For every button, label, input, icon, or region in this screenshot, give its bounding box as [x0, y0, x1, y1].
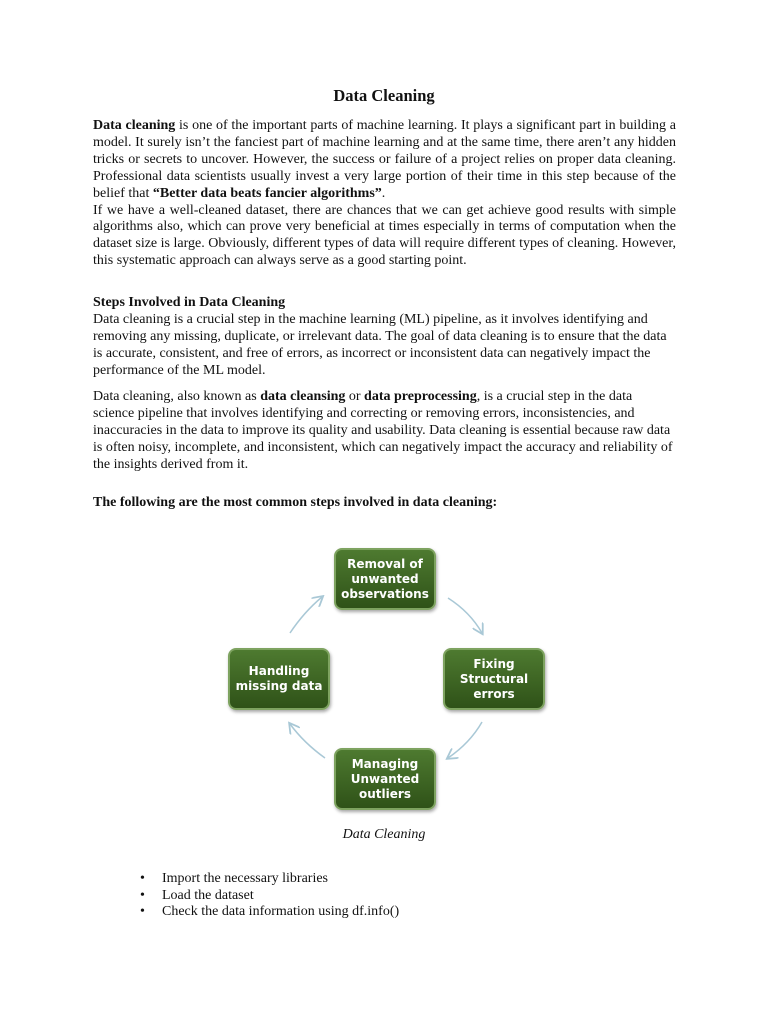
also-known-text-2: or [345, 389, 365, 404]
also-known-paragraph [93, 389, 676, 474]
intro-text-1: is one of the important parts of machine learning. It plays a significant part in building a model. It surely isn’t the fanciest part of machine learning and at the same time, there aren’t any hidden tricks or secrets to uncover. However, the success or failure of a project relies on proper data cleaning. Professional data scientists usually invest a very large portion of their time in this step because of the belief that [93, 118, 676, 201]
list-item [140, 871, 399, 888]
also-known-text-3: , is a crucial step in the data science pipeline that involves identifying and correcting or removing errors, inconsistencies, and inaccuracies in the data to improve its quality and usability. Data cleaning is essential because raw data is often noisy, incomplete, and inconsistent, which can negatively impact the accuracy and reliability of the insights derived from it. [93, 389, 673, 472]
step-box-outliers: Managing Unwanted outliers [334, 748, 436, 810]
also-known-bold-2: data preprocessing [364, 389, 477, 404]
figure-caption: Data Cleaning [342, 827, 426, 842]
list-item-text: Load the dataset [162, 887, 254, 903]
step-box-removal: Removal of unwanted observations [334, 548, 436, 610]
bullet-icon: • [140, 871, 145, 886]
intro-section [93, 118, 676, 270]
list-item-text: Check the data information using df.info() [162, 904, 400, 920]
intro-text-2: . [381, 185, 386, 201]
also-known-section [93, 389, 676, 474]
list-item-text: Import the necessary libraries [162, 871, 328, 886]
arrow-right-bottom [448, 722, 482, 758]
intro-paragraph-1 [93, 118, 676, 203]
steps-heading: Steps Involved in Data Cleaning [93, 295, 286, 310]
intro-bold-lead: Data cleaning [93, 118, 176, 133]
bullet-icon: • [140, 887, 145, 903]
page-title: Data Cleaning [333, 86, 435, 105]
also-known-bold-1: data cleansing [260, 389, 346, 404]
steps-paragraph: Data cleaning is a crucial step in the machine learning (ML) pipeline, as it involves identifying and removing any missing, duplicate, or irrelevant data. The goal of data cleaning is to ensure that the data is accurate, consistent, and free of errors, as incorrect or inconsistent data can negatively impact the performance of the ML model. [93, 311, 667, 378]
arrow-top-right [448, 598, 482, 633]
list-item [140, 888, 399, 905]
arrow-left-top [290, 597, 322, 633]
data-cleaning-cycle-diagram [220, 540, 550, 820]
step-box-fixing: Fixing Structural errors [443, 648, 545, 710]
arrow-bottom-left [290, 724, 325, 758]
steps-list [140, 871, 399, 921]
also-known-text-1: Data cleaning, also known as [93, 389, 261, 404]
intro-paragraph-2: If we have a well-cleaned dataset, there are chances that we can get achieve good results with simple algorithms also, which can prove very beneficial at times especially in terms of computation when the dataset size is large. Obviously, different types of data will require different types of cleaning. However, this systematic approach can always serve as a good starting point. [93, 202, 676, 269]
step-box-missing: Handling missing data [228, 648, 330, 710]
steps-section [93, 295, 676, 380]
list-item [140, 904, 399, 921]
bullet-icon: • [140, 904, 145, 920]
following-heading: The following are the most common steps involved in data cleaning: [93, 495, 498, 510]
intro-bold-quote: “Better data beats fancier algorithms” [152, 185, 382, 201]
